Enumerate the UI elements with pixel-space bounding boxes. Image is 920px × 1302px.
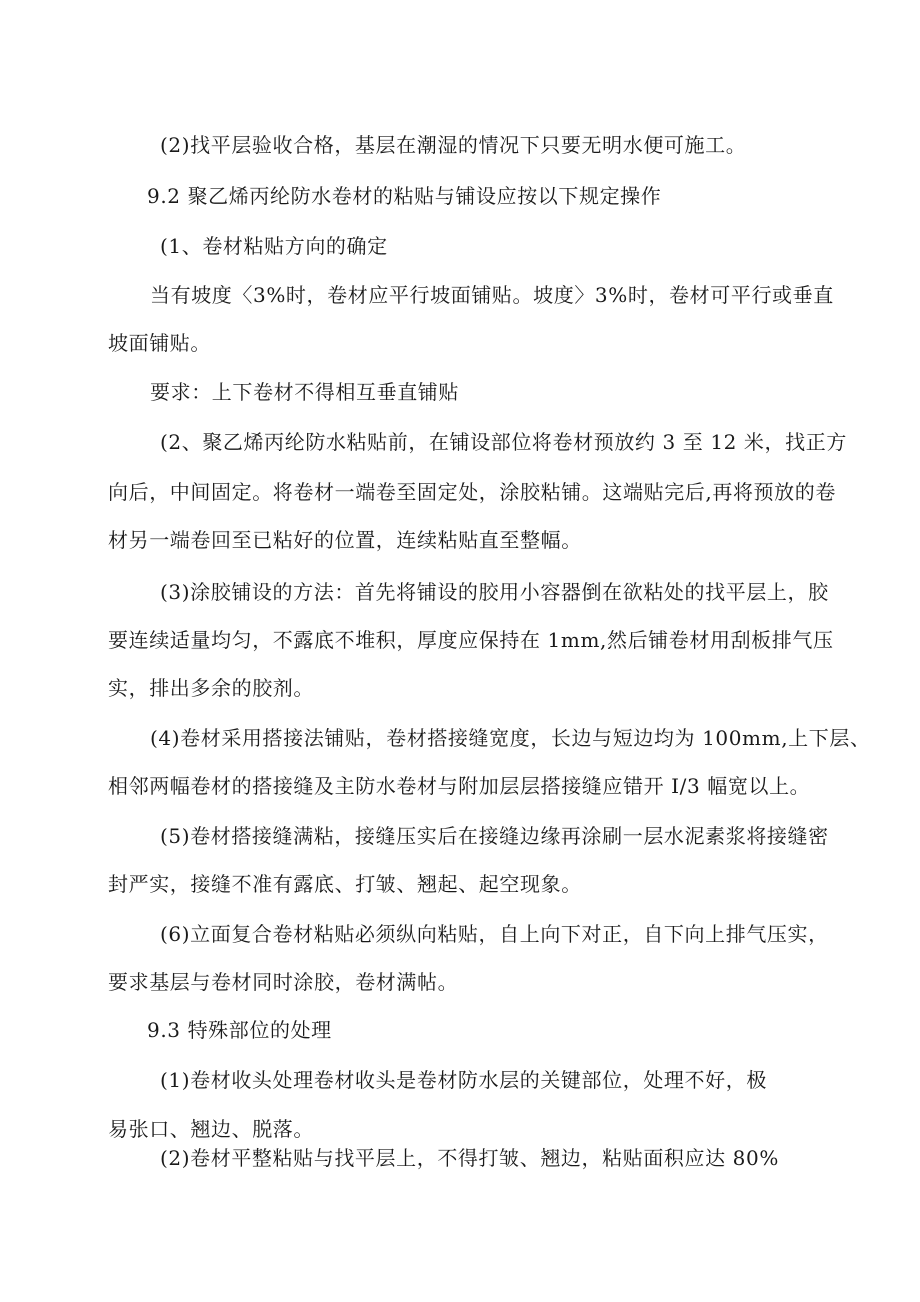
paragraph-line: 坡面铺贴。 — [108, 331, 211, 355]
paragraph-line: (1、卷材粘贴方向的确定 — [160, 234, 388, 258]
paragraph-line: 要连续适量均匀，不露底不堆积，厚度应保持在 1mm,然后铺卷材用刮板排气压 — [108, 628, 834, 652]
paragraph-line: 实，排出多余的胶剂。 — [108, 676, 314, 700]
section-heading: 9.3 特殊部位的处理 — [147, 1018, 332, 1042]
paragraph-line: 向后，中间固定。将卷材一端卷至固定处，涂胶粘铺。这端贴完后,再将预放的卷 — [108, 480, 836, 504]
section-heading: 9.2 聚乙烯丙纶防水卷材的粘贴与铺设应按以下规定操作 — [147, 184, 662, 208]
paragraph-line: (5)卷材搭接缝满粘，接缝压实后在接缝边缘再涂刷一层水泥素浆将接缝密 — [160, 824, 829, 848]
paragraph-line: (4)卷材采用搭接法铺贴，卷材搭接缝宽度，长边与短边均为 100mm,上下层、 — [150, 726, 871, 750]
paragraph-line: (3)涂胶铺设的方法：首先将铺设的胶用小容器倒在欲粘处的找平层上，胶 — [160, 580, 829, 604]
paragraph-line: 要求基层与卷材同时涂胶，卷材满帖。 — [108, 970, 459, 994]
paragraph-line: 材另一端卷回至已粘好的位置，连续粘贴直至整幅。 — [108, 528, 582, 552]
paragraph-line: 要求：上下卷材不得相互垂直铺贴 — [150, 380, 459, 404]
paragraph-line: (2)找平层验收合格，基层在潮湿的情况下只要无明水便可施工。 — [160, 133, 747, 157]
paragraph-line: (2、聚乙烯丙纶防水粘贴前，在铺设部位将卷材预放约 3 至 12 米，找正方 — [160, 430, 847, 454]
paragraph-line: (2)卷材平整粘贴与找平层上，不得打皱、翘边，粘贴面积应达 80% — [160, 1146, 779, 1170]
paragraph-line: 封严实，接缝不准有露底、打皱、翘起、起空现象。 — [108, 872, 582, 896]
paragraph-line: 当有坡度〈3%时，卷材应平行坡面铺贴。坡度〉3%时，卷材可平行或垂直 — [150, 283, 834, 307]
paragraph-line: (1)卷材收头处理卷材收头是卷材防水层的关键部位，处理不好，极 — [160, 1068, 767, 1092]
paragraph-line: 易张口、翘边、脱落。 — [108, 1117, 314, 1141]
paragraph-line: (6)立面复合卷材粘贴必须纵向粘贴，自上向下对正，自下向上排气压实， — [160, 922, 829, 946]
paragraph-line: 相邻两幅卷材的搭接缝及主防水卷材与附加层层搭接缝应错开 I/3 幅宽以上。 — [108, 774, 811, 798]
